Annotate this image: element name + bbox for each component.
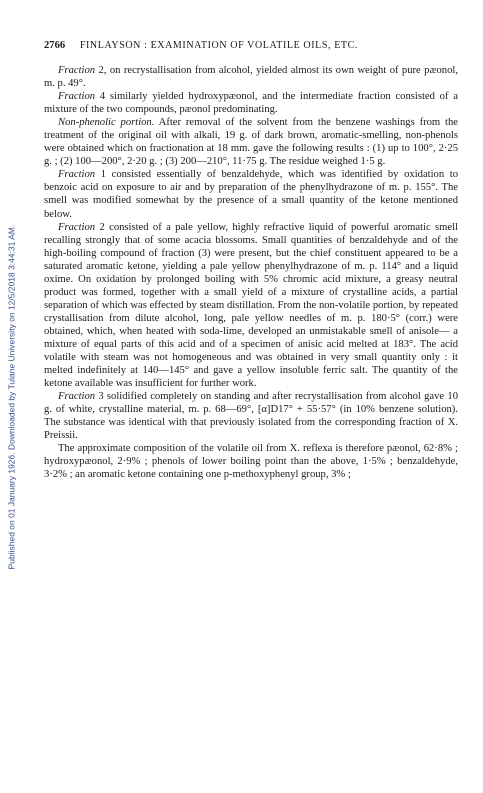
running-title: FINLAYSON : EXAMINATION OF VOLATILE OILS, ETC. [79,40,358,51]
paragraph-text: 2 consisted of a pale yellow, highly refractive liquid of powerful aromatic smell recalling strongly that of some acacia blossoms. Small quantities of benzaldehyde and of the high-boiling compound of fraction (3) were present, but the chief constituent appeared to be a saturated aromatic ketone, yielding a pale yellow phenylhydrazone of m. p. 114° and a liquid oxime. On oxidation by prolonged boiling with 5% chromic acid mixture, a greasy neutral product was formed, together with a small yield of a mixture of crystalline acids, a partial separation of which was effected by steam distillation. From the non-volatile portion, by repeated crystallisation from dilute alcohol, long, pale yellow needles of m. p. 180·5° (corr.) were obtained, which, when heated with soda-lime, developed an unmistakable smell of anisole— a mixture of equal parts of this acid and of a specimen of anisic acid melted at 183°. The acid volatile with steam was not homogeneous and was obtained in very small quantity only : it melted indefinitely at 140—145° and gave a yellow insoluble ferric salt. The quantity of the ketone available was insufficient for further work. [44,221,458,390]
paragraph [44,116,458,168]
paragraph-text: 4 similarly yielded hydroxypæonol, and the intermediate fraction consisted of a mixture of the two compounds, pæonol predominating. [44,91,458,116]
paragraph-lead: Fraction [58,169,96,181]
paragraph [44,168,458,220]
page-header [44,40,456,51]
paragraph [44,442,458,481]
paragraph-text: After removal of the solvent from the benzene washings from the treatment of the original oil with alkali, 19 g. of dark brown, aromatic-smelling, non-phenols were obtained which on fractionation at 18 mm. gave the following results : (1) up to 100°, 2·25 g. ; (2) 100—200°, 2·20 g. ; (3) 200—210°, 11·75 g. The residue weighed 1·5 g. [44,117,458,168]
article-body [44,64,458,482]
paragraph-text: 3 solidified completely on standing and after recrystallisation from alcohol gave 10 g. of white, crystalline material, m. p. 68—69°, [α]D17° + 55·57° (in 10% benzene solution). The substance was identical with that previously isolated from the corresponding fraction of X. Preissii. [44,391,458,442]
paragraph-lead: Fraction [58,391,96,403]
page-number: 2766 [44,40,66,51]
paragraph [44,221,458,391]
paragraph-text: 1 consisted essentially of benzaldehyde, which was identified by oxidation to benzoic acid on exposure to air and by preparation of the phenylhydrazone of m. p. 155°. The smell was modified somewhat by the presence of a small quantity of the ketone mentioned below. [44,169,458,220]
paragraph-lead: Non-phenolic portion. [58,117,155,129]
download-watermark [0,0,22,793]
paragraph-lead: Fraction [58,91,96,103]
paragraph-text: 2, on recrystallisation from alcohol, yielded almost its own weight of pure pæonol, m. p. 49°. [44,65,458,90]
watermark-text: Published on 01 January 1926. Downloaded by Tulane University on 12/5/2018 3:44:31 AM. [6,224,16,569]
paragraph [44,90,458,116]
paragraph-text: The approximate composition of the volatile oil from X. reflexa is therefore pæonol, 62·8% ; hydroxypæonol, 2·9% ; phenols of lower boiling point than the above, 1·5% ; benzaldehyde, 3·2% ; an aromatic ketone containing one p-methoxyphenyl group, 3% ; [44,443,458,481]
paragraph [44,390,458,442]
paragraph-lead: Fraction [58,65,96,76]
paragraph [44,64,458,90]
paragraph-lead: Fraction [58,221,96,233]
